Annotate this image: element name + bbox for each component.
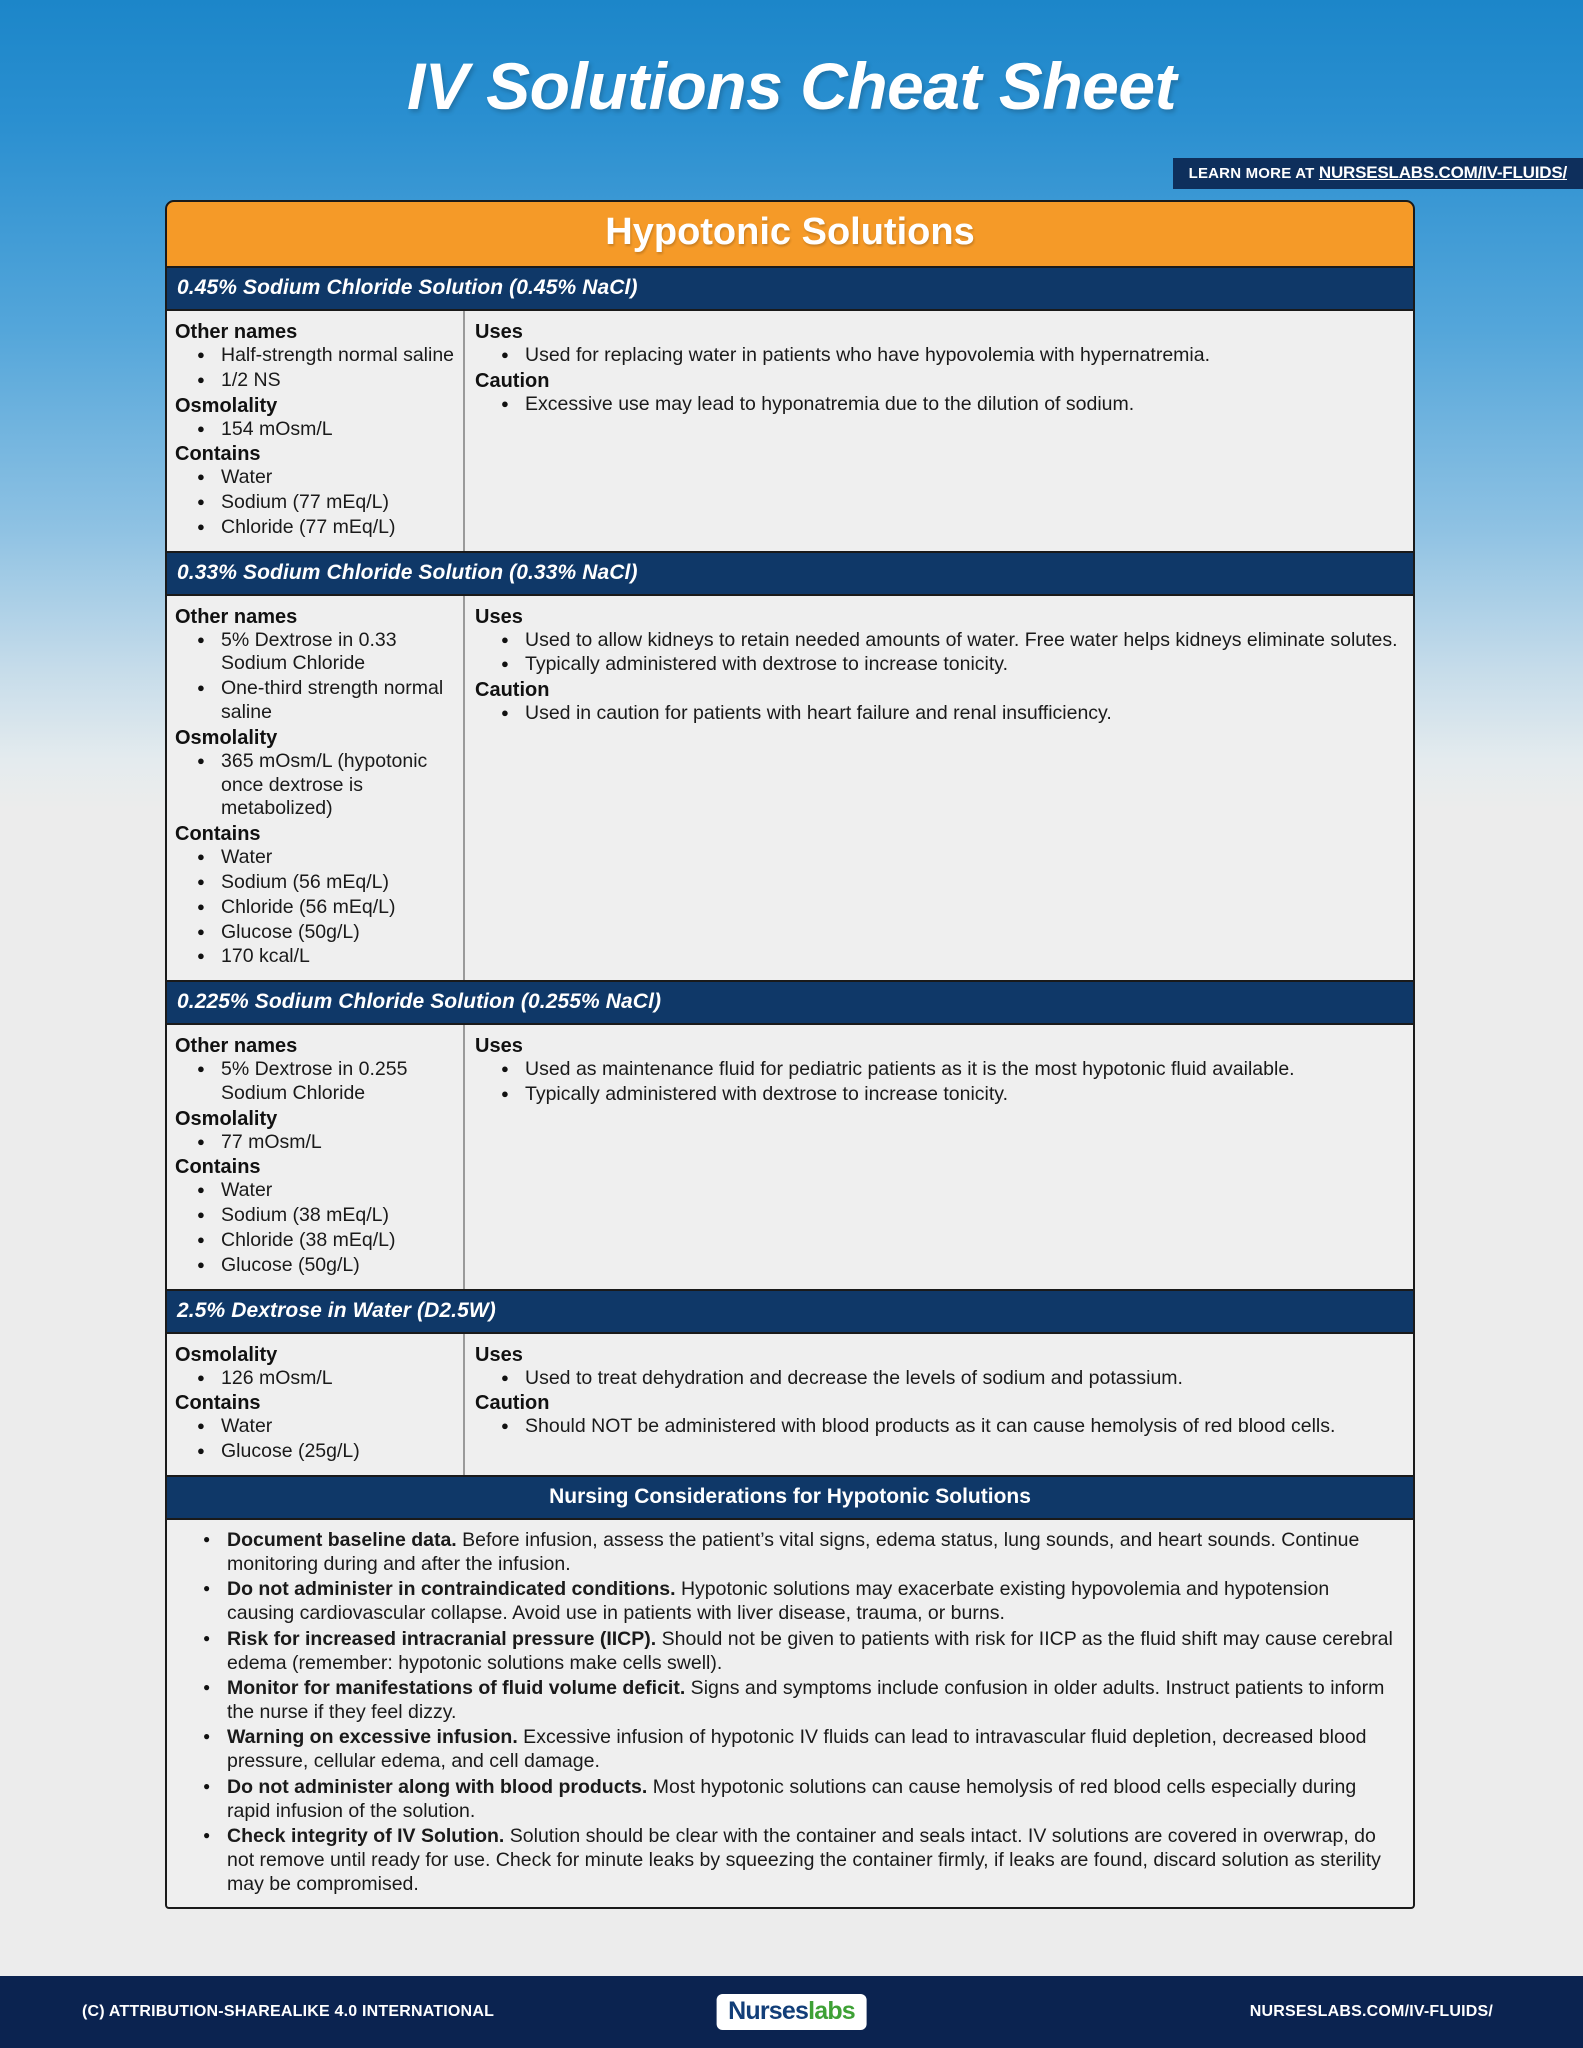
page-title: IV Solutions Cheat Sheet: [406, 49, 1177, 123]
list-item: ● Glucose (25g/L): [175, 1440, 455, 1464]
caution-list: [475, 393, 1403, 417]
list-item: ● Water: [175, 1415, 455, 1439]
label-caution: Caution: [475, 679, 550, 702]
contains-list: [175, 1179, 455, 1277]
label-uses: Uses: [475, 1343, 523, 1366]
list-item: ● Glucose (50g/L): [175, 921, 455, 945]
section-left-column: [167, 1025, 465, 1288]
section-right-column: [465, 1025, 1413, 1288]
list-item: ● 126 mOsm/L: [175, 1367, 455, 1391]
contains-list: [175, 846, 455, 969]
section-body-nacl-033: [165, 596, 1415, 982]
consideration-text: Excessive infusion of hypotonic IV fluids can lead to intravascular fluid depletion, decreased blood pressure, cellular edema, and cell damage.: [227, 1726, 1367, 1773]
osmolality-list: [175, 1131, 455, 1155]
list-item: ● Typically administered with dextrose to increase tonicity.: [475, 653, 1403, 677]
solution-section: [165, 268, 1415, 553]
consideration-text: Signs and symptoms include confusion in older adults. Instruct patients to inform the nurse if they feel dizzy.: [227, 1676, 1385, 1724]
consideration-lead: Do not administer in contraindicated conditions.: [227, 1578, 676, 1601]
caution-list: [475, 1415, 1403, 1439]
list-item: ● Water: [175, 1179, 455, 1203]
section-right-column: [465, 1334, 1413, 1475]
list-item: ● Sodium (77 mEq/L): [175, 491, 455, 515]
caution-list: [475, 702, 1403, 726]
label-uses: Uses: [475, 1035, 523, 1058]
list-item: ● Water: [175, 466, 455, 490]
consideration-text: Hypotonic solutions may exacerbate existing hypovolemia and hypotension causing cardiovascular collapse. Avoid use in patients with liver disease, trauma, or burns.: [227, 1578, 1330, 1625]
consideration-lead: Document baseline data.: [227, 1528, 457, 1551]
logo-text-nurses: Nurses: [728, 1997, 809, 2025]
label-caution: Caution: [475, 1392, 550, 1415]
label-contains: Contains: [175, 443, 261, 466]
section-right-column: [465, 311, 1413, 551]
hypotonic-banner: Hypotonic Solutions: [165, 200, 1415, 268]
nursing-consideration-item: [181, 1725, 1399, 1773]
nursing-consideration-item: [181, 1775, 1399, 1823]
list-item: ● Used to treat dehydration and decrease the levels of sodium and potassium.: [475, 1367, 1403, 1391]
other-names-list: [175, 629, 455, 725]
other-names-list: [175, 344, 455, 393]
learn-more-label: LEARN MORE AT: [1188, 165, 1319, 182]
section-left-column: [167, 1334, 465, 1475]
section-body-nacl-045: [165, 311, 1415, 553]
list-item: ● Sodium (56 mEq/L): [175, 871, 455, 895]
section-body-d25w: [165, 1334, 1415, 1477]
consideration-lead: Check integrity of IV Solution.: [227, 1824, 505, 1847]
consideration-lead: Do not administer along with blood products.: [227, 1775, 648, 1798]
learn-more-url[interactable]: NURSESLABS.COM/IV-FLUIDS/: [1318, 163, 1567, 182]
label-osmolality: Osmolality: [175, 394, 278, 417]
section-heading-nacl-033: 0.33% Sodium Chloride Solution (0.33% NaCl): [165, 553, 1415, 596]
uses-list: [475, 1058, 1403, 1107]
list-item: ● Used to allow kidneys to retain needed amounts of water. Free water helps kidneys eliminate solutes.: [475, 629, 1403, 653]
contains-list: [175, 1415, 455, 1464]
uses-list: [475, 344, 1403, 368]
osmolality-list: [175, 418, 455, 442]
list-item: ● Used as maintenance fluid for pediatric patients as it is the most hypotonic fluid available.: [475, 1058, 1403, 1082]
page-footer: [0, 1976, 1583, 2048]
label-uses: Uses: [475, 321, 523, 343]
nursing-considerations-list: [181, 1528, 1399, 1897]
solution-section: [165, 982, 1415, 1290]
uses-list: [475, 629, 1403, 678]
list-item: ● 1/2 NS: [175, 369, 455, 393]
label-osmolality: Osmolality: [175, 1107, 278, 1130]
consideration-text: Most hypotonic solutions can cause hemolysis of red blood cells especially during rapid infusion of the solution.: [227, 1775, 1357, 1822]
nursing-considerations-heading: Nursing Considerations for Hypotonic Solutions: [165, 1477, 1415, 1520]
section-heading-d25w: 2.5% Dextrose in Water (D2.5W): [165, 1291, 1415, 1334]
list-item: ● 5% Dextrose in 0.33 Sodium Chloride: [175, 629, 455, 677]
nursing-consideration-item: [181, 1676, 1399, 1724]
uses-list: [475, 1367, 1403, 1391]
label-other-names: Other names: [175, 321, 298, 343]
cheat-sheet-table: [165, 200, 1415, 1909]
solution-sections: [165, 268, 1415, 1477]
label-osmolality: Osmolality: [175, 1343, 278, 1366]
nursing-consideration-item: [181, 1627, 1399, 1675]
consideration-lead: Risk for increased intracranial pressure (IICP).: [227, 1627, 657, 1650]
consideration-text: Solution should be clear with the container and seals intact. IV solutions are covered in overwrap, do not remove until ready for use. Check for minute leaks by squeezing the container firmly, if leaks are found, discard solution as sterility may be compromised.: [227, 1824, 1381, 1896]
nursing-consideration-item: [181, 1577, 1399, 1625]
footer-url[interactable]: NURSESLABS.COM/IV-FLUIDS/: [1249, 2003, 1493, 2020]
list-item: ● Used in caution for patients with heart failure and renal insufficiency.: [475, 702, 1403, 726]
learn-more-banner[interactable]: [1173, 158, 1583, 189]
section-right-column: [465, 596, 1413, 980]
label-other-names: Other names: [175, 605, 298, 628]
list-item: ● Sodium (38 mEq/L): [175, 1204, 455, 1228]
section-heading-nacl-045: 0.45% Sodium Chloride Solution (0.45% NaCl): [165, 268, 1415, 311]
list-item: ● 170 kcal/L: [175, 945, 455, 969]
list-item: ● Chloride (56 mEq/L): [175, 896, 455, 920]
list-item: ● One-third strength normal saline: [175, 677, 455, 725]
consideration-text: Before infusion, assess the patient’s vital signs, edema status, lung sounds, and heart sounds. Continue monitoring during and after the infusion.: [227, 1528, 1360, 1576]
section-left-column: [167, 596, 465, 980]
nursing-considerations-body: [165, 1520, 1415, 1910]
nursing-consideration-item: [181, 1824, 1399, 1897]
label-contains: Contains: [175, 1392, 261, 1415]
label-other-names: Other names: [175, 1035, 298, 1058]
list-item: ● Chloride (38 mEq/L): [175, 1229, 455, 1253]
section-body-nacl-0225: [165, 1025, 1415, 1290]
list-item: ● Typically administered with dextrose to increase tonicity.: [475, 1083, 1403, 1107]
list-item: ● 5% Dextrose in 0.255 Sodium Chloride: [175, 1058, 455, 1106]
list-item: ● Water: [175, 846, 455, 870]
label-contains: Contains: [175, 823, 261, 846]
consideration-lead: Monitor for manifestations of fluid volume deficit.: [227, 1676, 686, 1699]
list-item: ● Should NOT be administered with blood products as it can cause hemolysis of red blood cells.: [475, 1415, 1403, 1439]
list-item: ● 365 mOsm/L (hypotonic once dextrose is metabolized): [175, 750, 455, 821]
nursing-consideration-item: [181, 1528, 1399, 1576]
list-item: ● 77 mOsm/L: [175, 1131, 455, 1155]
list-item: ● 154 mOsm/L: [175, 418, 455, 442]
section-heading-nacl-0225: 0.225% Sodium Chloride Solution (0.255% NaCl): [165, 982, 1415, 1025]
label-uses: Uses: [475, 605, 523, 628]
page-header: [0, 0, 1583, 200]
contains-list: [175, 466, 455, 539]
list-item: ● Excessive use may lead to hyponatremia due to the dilution of sodium.: [475, 393, 1403, 417]
consideration-lead: Warning on excessive infusion.: [227, 1726, 518, 1749]
nurseslabs-logo[interactable]: [716, 1994, 867, 2030]
label-contains: Contains: [175, 1156, 261, 1179]
solution-section: [165, 553, 1415, 982]
list-item: ● Half-strength normal saline: [175, 344, 455, 368]
solution-section: [165, 1291, 1415, 1477]
label-caution: Caution: [475, 369, 550, 392]
osmolality-list: [175, 1367, 455, 1391]
logo-text-labs: labs: [808, 1997, 855, 2025]
consideration-text: Should not be given to patients with risk for IICP as the fluid shift may cause cerebral edema (remember: hypotonic solutions make cells swell).: [227, 1627, 1393, 1674]
osmolality-list: [175, 750, 455, 821]
list-item: ● Glucose (50g/L): [175, 1254, 455, 1278]
label-osmolality: Osmolality: [175, 726, 278, 749]
section-left-column: [167, 311, 465, 551]
footer-license: (C) ATTRIBUTION-SHAREALIKE 4.0 INTERNATIONAL: [82, 2003, 495, 2020]
other-names-list: [175, 1058, 455, 1106]
list-item: ● Used for replacing water in patients who have hypovolemia with hypernatremia.: [475, 344, 1403, 368]
list-item: ● Chloride (77 mEq/L): [175, 516, 455, 540]
